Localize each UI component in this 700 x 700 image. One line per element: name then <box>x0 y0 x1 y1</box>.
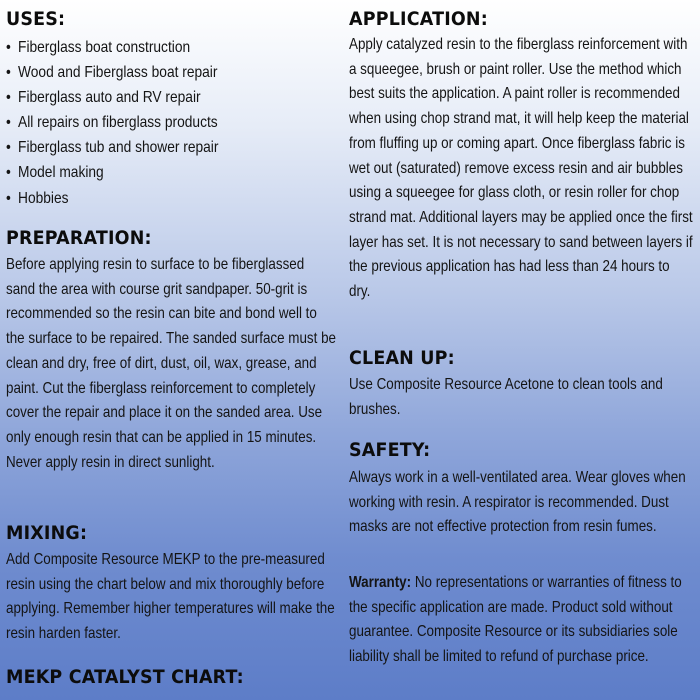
uses-heading: USES: <box>6 8 66 30</box>
list-item: • Wood and Fiberglass boat repair <box>6 60 333 85</box>
bullet-icon: • <box>6 39 11 56</box>
mekp-chart-heading: MEKP CATALYST CHART: <box>6 666 244 688</box>
warranty-label: Warranty: <box>349 574 412 591</box>
preparation-text: Before applying resin to surface to be fiberglassed sand the area with course grit sandpaper. 50-grit is recommended so the resin can bite and bond well to the surface to be repaired. The sanded surface must be clean and dry, free of dirt, dust, oil, wax, grease, and paint. Cut the fiberglass reinforcement to completely cover the repair and place it on the sanded area. Use only enough resin that can be applied in 15 minutes. Never apply resin in direct sunlight. <box>6 256 337 471</box>
application-text: Apply catalyzed resin to the fiberglass reinforcement with a squeegee, brush or paint roller. Use the method which best suits the application. A paint roller is recommended when using chop strand mat, it will help keep the material from fluffing up or coming apart. Once fiberglass fabric is wet out (saturated) remove excess resin and air bubbles using a squeegee for glass cloth, or resin roller for chop strand mat. Additional layers may be applied once the first layer has set. It is not necessary to sand between layers if the previous application has had less than 24 hours to dry. <box>349 36 693 301</box>
preparation-heading: PREPARATION: <box>6 227 152 249</box>
list-item: • Fiberglass auto and RV repair <box>6 85 333 110</box>
cleanup-text: Use Composite Resource Acetone to clean tools and brushes. <box>349 376 663 418</box>
application-heading: APPLICATION: <box>349 8 488 30</box>
list-item: • Fiberglass tub and shower repair <box>6 135 333 160</box>
safety-text: Always work in a well-ventilated area. Wear gloves when working with resin. A respirator is recommended. Dust masks are not effective protection from resin fumes. <box>349 469 686 536</box>
mixing-text: Add Composite Resource MEKP to the pre-measured resin using the chart below and mix thoroughly before applying. Remember higher temperatures will make the resin harden faster. <box>6 551 335 643</box>
warranty-text <box>349 571 693 670</box>
bullet-icon: • <box>6 89 11 107</box>
list-item: • All repairs on fiberglass products <box>6 110 333 135</box>
mixing-heading: MIXING: <box>6 522 88 544</box>
warranty-body: No representations or warranties of fitness to the specific application are made. Product sold without guarantee. Composite Resource or its subsidiaries sole liability shall be limited to refund of purchase price. <box>349 574 682 666</box>
bullet-icon: • <box>6 114 11 132</box>
bullet-icon: • <box>6 164 11 182</box>
bullet-icon: • <box>6 64 11 82</box>
safety-heading: SAFETY: <box>349 439 431 461</box>
list-item: • Fiberglass boat construction <box>6 35 333 60</box>
list-item: • Model making <box>6 160 333 185</box>
uses-list <box>6 35 333 211</box>
cleanup-heading: CLEAN UP: <box>349 347 455 369</box>
bullet-icon: • <box>6 139 11 157</box>
bullet-icon: • <box>6 189 11 207</box>
list-item: • Hobbies <box>6 186 333 211</box>
